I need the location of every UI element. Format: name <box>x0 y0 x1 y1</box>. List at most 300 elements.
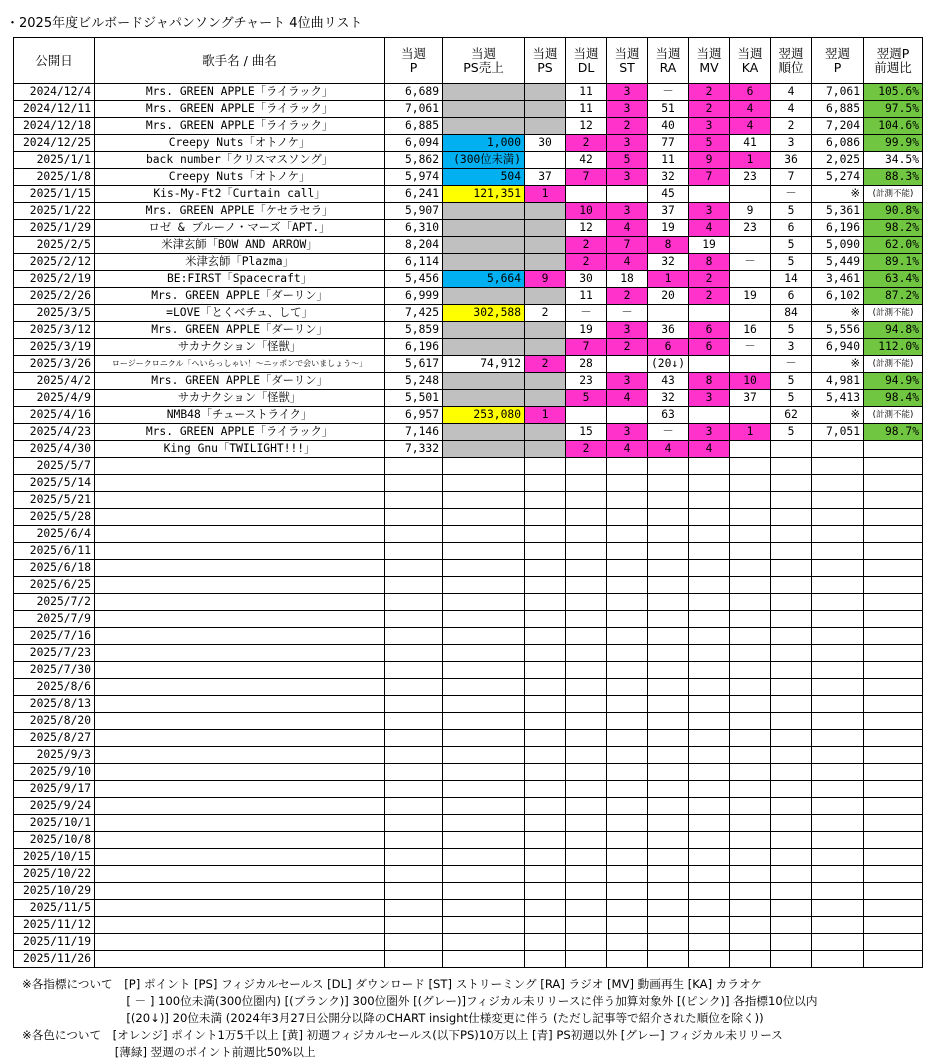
cell-st <box>607 883 648 900</box>
cell-ka <box>730 679 771 696</box>
cell-points <box>385 577 443 594</box>
cell-date: 2025/8/13 <box>14 696 95 713</box>
cell-mv: 4 <box>689 220 730 237</box>
cell-date: 2024/12/18 <box>14 118 95 135</box>
cell-song: サカナクション「怪獣」 <box>95 339 385 356</box>
cell-ra <box>648 543 689 560</box>
cell-points <box>385 560 443 577</box>
cell-song <box>95 645 385 662</box>
cell-next-points <box>812 781 864 798</box>
cell-song: Kis-My-Ft2「Curtain call」 <box>95 186 385 203</box>
cell-next-change: 87.2% <box>864 288 923 305</box>
cell-ka <box>730 628 771 645</box>
cell-next-change <box>864 441 923 458</box>
cell-mv: 8 <box>689 373 730 390</box>
cell-mv <box>689 560 730 577</box>
cell-points <box>385 883 443 900</box>
cell-song: Mrs. GREEN APPLE「ケセラセラ」 <box>95 203 385 220</box>
header-ka: 当週 KA <box>730 38 771 84</box>
cell-song: King Gnu「TWILIGHT!!!」 <box>95 441 385 458</box>
cell-ra: 32 <box>648 169 689 186</box>
cell-next-points <box>812 492 864 509</box>
cell-next-points <box>812 475 864 492</box>
cell-mv <box>689 356 730 373</box>
cell-st <box>607 407 648 424</box>
cell-points <box>385 900 443 917</box>
cell-mv: 2 <box>689 271 730 288</box>
cell-next-points: 6,940 <box>812 339 864 356</box>
cell-ra: 43 <box>648 373 689 390</box>
cell-st <box>607 934 648 951</box>
table-row <box>14 254 923 271</box>
cell-ka <box>730 781 771 798</box>
cell-date: 2025/5/28 <box>14 509 95 526</box>
cell-next-points: 5,090 <box>812 237 864 254</box>
cell-mv <box>689 917 730 934</box>
cell-mv <box>689 543 730 560</box>
cell-dl <box>566 186 607 203</box>
cell-ka <box>730 305 771 322</box>
cell-st: 4 <box>607 254 648 271</box>
cell-ka <box>730 356 771 373</box>
cell-song <box>95 764 385 781</box>
cell-ra: 19 <box>648 220 689 237</box>
cell-next-points <box>812 458 864 475</box>
cell-date: 2024/12/11 <box>14 101 95 118</box>
cell-next-change <box>864 475 923 492</box>
cell-st <box>607 713 648 730</box>
cell-ps: 1 <box>525 407 566 424</box>
header-ra: 当週 RA <box>648 38 689 84</box>
cell-ra <box>648 934 689 951</box>
cell-next-points <box>812 679 864 696</box>
cell-ps: 2 <box>525 356 566 373</box>
cell-ps-sales: 121,351 <box>443 186 525 203</box>
cell-ps-sales <box>443 101 525 118</box>
cell-ka <box>730 611 771 628</box>
cell-ka <box>730 900 771 917</box>
cell-date: 2025/2/5 <box>14 237 95 254</box>
cell-mv: 6 <box>689 322 730 339</box>
cell-ps <box>525 645 566 662</box>
cell-st: 2 <box>607 288 648 305</box>
cell-points <box>385 543 443 560</box>
cell-st <box>607 849 648 866</box>
header-dl: 当週 DL <box>566 38 607 84</box>
cell-points: 5,907 <box>385 203 443 220</box>
cell-ps-sales: 1,000 <box>443 135 525 152</box>
cell-next-rank <box>771 917 812 934</box>
cell-points <box>385 458 443 475</box>
cell-dl <box>566 577 607 594</box>
cell-ra: 32 <box>648 254 689 271</box>
cell-ps <box>525 781 566 798</box>
cell-points: 6,957 <box>385 407 443 424</box>
cell-ka <box>730 713 771 730</box>
cell-dl: 10 <box>566 203 607 220</box>
cell-mv: 4 <box>689 441 730 458</box>
cell-mv <box>689 611 730 628</box>
cell-song: Creepy Nuts「オトノケ」 <box>95 169 385 186</box>
cell-next-rank <box>771 560 812 577</box>
cell-ra: 6 <box>648 339 689 356</box>
cell-next-rank <box>771 798 812 815</box>
cell-st: 4 <box>607 220 648 237</box>
cell-st <box>607 594 648 611</box>
cell-dl <box>566 560 607 577</box>
cell-st: － <box>607 305 648 322</box>
cell-ra: 8 <box>648 237 689 254</box>
cell-next-change: 98.2% <box>864 220 923 237</box>
cell-song: Mrs. GREEN APPLE「ライラック」 <box>95 424 385 441</box>
cell-st <box>607 832 648 849</box>
cell-next-rank: 3 <box>771 339 812 356</box>
cell-next-points <box>812 764 864 781</box>
cell-ps <box>525 560 566 577</box>
cell-dl <box>566 951 607 968</box>
cell-next-points: 4,981 <box>812 373 864 390</box>
cell-ka <box>730 747 771 764</box>
cell-points <box>385 747 443 764</box>
cell-next-change <box>864 815 923 832</box>
cell-song: Mrs. GREEN APPLE「ライラック」 <box>95 118 385 135</box>
cell-song <box>95 917 385 934</box>
cell-next-change <box>864 866 923 883</box>
cell-next-points <box>812 628 864 645</box>
cell-dl: 2 <box>566 135 607 152</box>
cell-ra <box>648 781 689 798</box>
cell-st <box>607 458 648 475</box>
cell-next-change <box>864 509 923 526</box>
cell-next-rank <box>771 509 812 526</box>
cell-date: 2025/1/29 <box>14 220 95 237</box>
cell-points: 6,999 <box>385 288 443 305</box>
cell-st <box>607 356 648 373</box>
cell-dl <box>566 747 607 764</box>
cell-ps-sales <box>443 424 525 441</box>
cell-ka <box>730 883 771 900</box>
cell-points: 7,061 <box>385 101 443 118</box>
table-row <box>14 424 923 441</box>
cell-next-points: 6,102 <box>812 288 864 305</box>
cell-points <box>385 815 443 832</box>
cell-mv: 5 <box>689 135 730 152</box>
cell-ra <box>648 883 689 900</box>
cell-next-rank: 5 <box>771 322 812 339</box>
cell-next-rank <box>771 832 812 849</box>
cell-ps-sales <box>443 764 525 781</box>
table-row <box>14 152 923 169</box>
cell-st: 2 <box>607 339 648 356</box>
cell-next-rank <box>771 781 812 798</box>
cell-points <box>385 713 443 730</box>
cell-st: 3 <box>607 135 648 152</box>
cell-st <box>607 781 648 798</box>
cell-st <box>607 917 648 934</box>
cell-mv <box>689 713 730 730</box>
legend-line: ※各色について [オレンジ] ポイント1万5千以上 [黄] 初週フィジカルセールス(以下PS)10万以上 [青] PS初週以外 [グレー] フィジカル未リリース <box>22 1028 783 1042</box>
cell-ps <box>525 883 566 900</box>
cell-dl <box>566 407 607 424</box>
cell-dl: 11 <box>566 101 607 118</box>
cell-song <box>95 866 385 883</box>
cell-ps-sales <box>443 84 525 101</box>
cell-next-points: 5,449 <box>812 254 864 271</box>
cell-next-rank: 3 <box>771 135 812 152</box>
cell-next-change <box>864 917 923 934</box>
cell-ps <box>525 917 566 934</box>
cell-date: 2025/10/8 <box>14 832 95 849</box>
cell-ka <box>730 662 771 679</box>
cell-date: 2025/11/12 <box>14 917 95 934</box>
cell-next-change <box>864 764 923 781</box>
cell-next-points <box>812 951 864 968</box>
cell-dl: 15 <box>566 424 607 441</box>
cell-date: 2025/4/30 <box>14 441 95 458</box>
cell-ps-sales <box>443 220 525 237</box>
cell-song <box>95 849 385 866</box>
cell-ka <box>730 271 771 288</box>
cell-next-change: 63.4% <box>864 271 923 288</box>
cell-song <box>95 781 385 798</box>
cell-ps <box>525 543 566 560</box>
cell-ka <box>730 832 771 849</box>
table-row <box>14 203 923 220</box>
cell-next-points <box>812 696 864 713</box>
cell-st <box>607 815 648 832</box>
cell-ps-sales: 504 <box>443 169 525 186</box>
cell-st: 2 <box>607 118 648 135</box>
cell-points <box>385 764 443 781</box>
table-row <box>14 560 923 577</box>
cell-next-rank <box>771 645 812 662</box>
cell-ra <box>648 526 689 543</box>
cell-mv <box>689 951 730 968</box>
cell-ra <box>648 458 689 475</box>
cell-song: 米津玄師「BOW AND ARROW」 <box>95 237 385 254</box>
cell-next-points <box>812 866 864 883</box>
cell-next-points <box>812 849 864 866</box>
cell-date: 2025/2/12 <box>14 254 95 271</box>
cell-ra: 37 <box>648 203 689 220</box>
cell-ps-sales <box>443 237 525 254</box>
cell-ka <box>730 458 771 475</box>
header-st: 当週 ST <box>607 38 648 84</box>
cell-song: Creepy Nuts「オトノケ」 <box>95 135 385 152</box>
cell-st <box>607 628 648 645</box>
cell-ka: 37 <box>730 390 771 407</box>
cell-dl <box>566 866 607 883</box>
cell-ps-sales <box>443 492 525 509</box>
cell-ps <box>525 441 566 458</box>
cell-ps-sales <box>443 815 525 832</box>
cell-dl <box>566 764 607 781</box>
cell-points <box>385 798 443 815</box>
table-row <box>14 815 923 832</box>
cell-st: 3 <box>607 203 648 220</box>
cell-ps <box>525 832 566 849</box>
cell-ka: 19 <box>730 288 771 305</box>
cell-mv: 3 <box>689 203 730 220</box>
table-row <box>14 917 923 934</box>
cell-next-rank <box>771 577 812 594</box>
cell-mv <box>689 645 730 662</box>
cell-ps-sales <box>443 747 525 764</box>
cell-dl <box>566 543 607 560</box>
cell-ps-sales <box>443 254 525 271</box>
cell-ps-sales <box>443 883 525 900</box>
cell-points: 5,456 <box>385 271 443 288</box>
cell-ps-sales <box>443 526 525 543</box>
cell-ra: 32 <box>648 390 689 407</box>
cell-mv <box>689 492 730 509</box>
cell-next-change <box>864 458 923 475</box>
cell-ra <box>648 679 689 696</box>
table-row <box>14 135 923 152</box>
cell-next-points <box>812 798 864 815</box>
cell-next-points: 5,361 <box>812 203 864 220</box>
cell-ra <box>648 645 689 662</box>
cell-song <box>95 560 385 577</box>
table-row <box>14 679 923 696</box>
table-row <box>14 322 923 339</box>
table-row <box>14 951 923 968</box>
cell-ps-sales <box>443 781 525 798</box>
cell-ra <box>648 713 689 730</box>
cell-mv <box>689 866 730 883</box>
cell-ps <box>525 424 566 441</box>
cell-ps-sales: 5,664 <box>443 271 525 288</box>
cell-st: 3 <box>607 101 648 118</box>
cell-ra <box>648 696 689 713</box>
cell-next-rank: 6 <box>771 220 812 237</box>
cell-next-rank <box>771 526 812 543</box>
cell-next-points <box>812 645 864 662</box>
cell-song: NMB48「チューストライク」 <box>95 407 385 424</box>
cell-song <box>95 696 385 713</box>
cell-mv <box>689 679 730 696</box>
cell-ra <box>648 475 689 492</box>
cell-next-points: 6,196 <box>812 220 864 237</box>
cell-st <box>607 798 648 815</box>
header-next-change: 翌週P 前週比 <box>864 38 923 84</box>
cell-st <box>607 900 648 917</box>
cell-points: 6,196 <box>385 339 443 356</box>
cell-next-rank: 5 <box>771 390 812 407</box>
cell-next-change: 34.5% <box>864 152 923 169</box>
cell-next-change: 99.9% <box>864 135 923 152</box>
cell-ra <box>648 917 689 934</box>
cell-dl: 23 <box>566 373 607 390</box>
cell-dl <box>566 458 607 475</box>
cell-points: 5,859 <box>385 322 443 339</box>
cell-next-rank: 4 <box>771 101 812 118</box>
cell-ka <box>730 441 771 458</box>
cell-ra: 40 <box>648 118 689 135</box>
cell-mv <box>689 662 730 679</box>
cell-ps-sales <box>443 662 525 679</box>
table-row <box>14 934 923 951</box>
cell-song <box>95 713 385 730</box>
header-ps-sales: 当週 PS売上 <box>443 38 525 84</box>
cell-date: 2025/6/18 <box>14 560 95 577</box>
cell-date: 2025/5/14 <box>14 475 95 492</box>
cell-dl: 12 <box>566 118 607 135</box>
cell-points: 5,501 <box>385 390 443 407</box>
cell-dl <box>566 781 607 798</box>
cell-dl <box>566 526 607 543</box>
cell-ra <box>648 305 689 322</box>
cell-dl: 28 <box>566 356 607 373</box>
cell-next-change <box>864 526 923 543</box>
cell-next-change <box>864 492 923 509</box>
cell-next-rank <box>771 611 812 628</box>
table-row <box>14 441 923 458</box>
cell-dl: 12 <box>566 220 607 237</box>
cell-ps-sales <box>443 322 525 339</box>
page-title: ・2025年度ビルボードジャパンソングチャート 4位曲リスト <box>6 16 363 31</box>
cell-next-rank: 62 <box>771 407 812 424</box>
cell-ka: 10 <box>730 373 771 390</box>
cell-st <box>607 679 648 696</box>
cell-date: 2025/5/21 <box>14 492 95 509</box>
cell-ra <box>648 849 689 866</box>
cell-next-rank: 6 <box>771 288 812 305</box>
cell-points <box>385 696 443 713</box>
table-row <box>14 866 923 883</box>
cell-next-change: 105.6% <box>864 84 923 101</box>
chart-table <box>13 37 923 968</box>
cell-ka <box>730 645 771 662</box>
cell-ps <box>525 747 566 764</box>
cell-next-points <box>812 917 864 934</box>
cell-next-change: (計測不能) <box>864 356 923 373</box>
cell-mv: 8 <box>689 254 730 271</box>
cell-ra <box>648 866 689 883</box>
cell-points <box>385 951 443 968</box>
cell-date: 2025/6/25 <box>14 577 95 594</box>
cell-ps <box>525 84 566 101</box>
cell-next-change: 98.7% <box>864 424 923 441</box>
cell-st <box>607 475 648 492</box>
cell-ra <box>648 951 689 968</box>
cell-ra <box>648 594 689 611</box>
cell-ps <box>525 866 566 883</box>
cell-ka: 4 <box>730 118 771 135</box>
cell-mv <box>689 781 730 798</box>
cell-date: 2025/11/19 <box>14 934 95 951</box>
cell-date: 2025/10/22 <box>14 866 95 883</box>
cell-mv <box>689 730 730 747</box>
cell-next-points: 7,061 <box>812 84 864 101</box>
cell-next-points <box>812 900 864 917</box>
cell-next-change: 62.0% <box>864 237 923 254</box>
cell-ps: 2 <box>525 305 566 322</box>
cell-ps <box>525 628 566 645</box>
cell-ra <box>648 798 689 815</box>
cell-ps-sales <box>443 441 525 458</box>
cell-ps-sales <box>443 849 525 866</box>
cell-ra: (20↓) <box>648 356 689 373</box>
cell-date: 2025/6/11 <box>14 543 95 560</box>
header-date: 公開日 <box>14 38 95 84</box>
cell-ra: 4 <box>648 441 689 458</box>
cell-song <box>95 730 385 747</box>
cell-mv: 7 <box>689 169 730 186</box>
table-row <box>14 288 923 305</box>
cell-ps-sales <box>443 696 525 713</box>
cell-ps-sales <box>443 543 525 560</box>
